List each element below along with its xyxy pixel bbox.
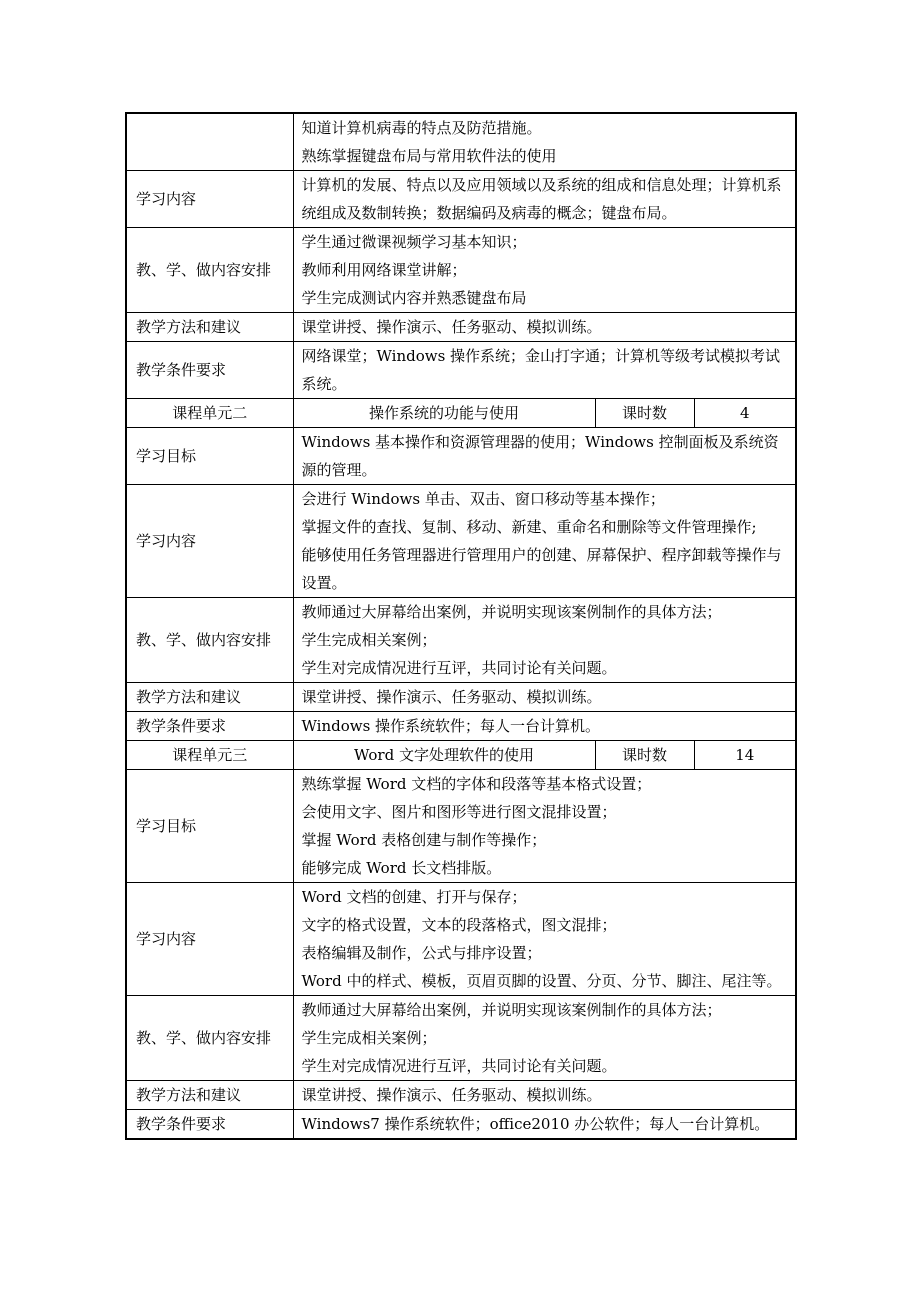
text-line: 学生完成相关案例；: [301, 1029, 437, 1047]
method-cell: 课堂讲授、操作演示、任务驱动、模拟训练。: [293, 313, 796, 342]
unit-label: 课程单元二: [126, 399, 293, 428]
objectives-cell: [293, 113, 796, 171]
text-line: 文字的格式设置，文本的段落格式，图文混排；: [301, 916, 617, 934]
table-row: [126, 598, 796, 683]
method-cell: 课堂讲授、操作演示、任务驱动、模拟训练。: [293, 683, 796, 712]
row-label: 教学方法和建议: [126, 313, 293, 342]
table-row: [126, 683, 796, 712]
row-label: 学习内容: [126, 171, 293, 228]
table-row: [126, 485, 796, 598]
text-line: 会进行 Windows 单击、双击、窗口移动等基本操作；: [301, 490, 665, 508]
hours-label: 课时数: [595, 399, 694, 428]
unit-title: Word 文字处理软件的使用: [293, 741, 595, 770]
conditions-cell: [293, 342, 796, 399]
text-line: 会使用文字、图片和图形等进行图文混排设置；: [301, 803, 617, 821]
text-block: Windows 基本操作和资源管理器的使用；Windows 控制面板及系统资源的管理。: [301, 433, 779, 479]
row-label: 教学方法和建议: [126, 1081, 293, 1110]
text-line: 知道计算机病毒的特点及防范措施。: [301, 119, 542, 137]
table-row: [126, 313, 796, 342]
row-label: 教学条件要求: [126, 342, 293, 399]
table-row: [126, 428, 796, 485]
text-line: 掌握 Word 表格创建与制作等操作；: [301, 831, 547, 849]
table-row: [126, 712, 796, 741]
row-label: 学习目标: [126, 428, 293, 485]
text-line: 表格编辑及制作，公式与排序设置；: [301, 944, 542, 962]
text-line: 学生对完成情况进行互评，共同讨论有关问题。: [301, 659, 617, 677]
text-block: 能够使用任务管理器进行管理用户的创建、屏幕保护、程序卸载等操作与设置。: [301, 546, 782, 592]
content-cell: [293, 485, 796, 598]
text-line: 能够完成 Word 长文档排版。: [301, 859, 502, 877]
table-row: [126, 228, 796, 313]
hours-value: 14: [694, 741, 796, 770]
row-label: 教学方法和建议: [126, 683, 293, 712]
table-row: [126, 113, 796, 171]
table-row: [126, 1110, 796, 1140]
text-line: 教师通过大屏幕给出案例，并说明实现该案例制作的具体方法；: [301, 603, 722, 621]
table-row: [126, 1081, 796, 1110]
table-row: [126, 342, 796, 399]
row-label: 教学条件要求: [126, 712, 293, 741]
unit-header-row: [126, 399, 796, 428]
hours-value: 4: [694, 399, 796, 428]
row-label: 学习内容: [126, 883, 293, 996]
method-cell: 课堂讲授、操作演示、任务驱动、模拟训练。: [293, 1081, 796, 1110]
empty-label-cell: [126, 113, 293, 171]
row-label: 教学条件要求: [126, 1110, 293, 1140]
text-block: 计算机的发展、特点以及应用领域以及系统的组成和信息处理；计算机系统组成及数制转换；数据编码及病毒的概念；键盘布局。: [301, 176, 782, 222]
table-row: [126, 883, 796, 996]
syllabus-table: [125, 112, 797, 1140]
row-label: 教、学、做内容安排: [126, 228, 293, 313]
content-cell: [293, 883, 796, 996]
table-row: [126, 770, 796, 883]
objectives-cell: [293, 428, 796, 485]
text-line: 教师利用网络课堂讲解；: [301, 261, 467, 279]
text-line: 学生完成测试内容并熟悉键盘布局: [301, 289, 527, 307]
text-line: 熟练掌握 Word 文档的字体和段落等基本格式设置；: [301, 775, 652, 793]
content-cell: [293, 171, 796, 228]
text-line: 学生完成相关案例；: [301, 631, 437, 649]
row-label: 教、学、做内容安排: [126, 996, 293, 1081]
text-line: Word 文档的创建、打开与保存；: [301, 888, 527, 906]
text-line: 学生对完成情况进行互评，共同讨论有关问题。: [301, 1057, 617, 1075]
row-label: 学习目标: [126, 770, 293, 883]
objectives-cell: [293, 770, 796, 883]
row-label: 教、学、做内容安排: [126, 598, 293, 683]
text-line: 掌握文件的查找、复制、移动、新建、重命名和删除等文件管理操作;: [301, 518, 757, 536]
unit-header-row: [126, 741, 796, 770]
conditions-cell: Windows 操作系统软件；每人一台计算机。: [293, 712, 796, 741]
text-line: 学生通过微课视频学习基本知识；: [301, 233, 527, 251]
arrangement-cell: [293, 996, 796, 1081]
hours-label: 课时数: [595, 741, 694, 770]
arrangement-cell: [293, 228, 796, 313]
row-label: 学习内容: [126, 485, 293, 598]
conditions-cell: Windows7 操作系统软件；office2010 办公软件；每人一台计算机。: [293, 1110, 796, 1140]
table-row: [126, 996, 796, 1081]
text-block: Word 中的样式、模板，页眉页脚的设置、分页、分节、脚注、尾注等。: [301, 972, 782, 990]
unit-title: 操作系统的功能与使用: [293, 399, 595, 428]
unit-label: 课程单元三: [126, 741, 293, 770]
table-row: [126, 171, 796, 228]
text-line: 教师通过大屏幕给出案例，并说明实现该案例制作的具体方法；: [301, 1001, 722, 1019]
arrangement-cell: [293, 598, 796, 683]
text-line: 熟练掌握键盘布局与常用软件法的使用: [301, 147, 557, 165]
text-block: 网络课堂；Windows 操作系统；金山打字通；计算机等级考试模拟考试系统。: [301, 347, 781, 393]
